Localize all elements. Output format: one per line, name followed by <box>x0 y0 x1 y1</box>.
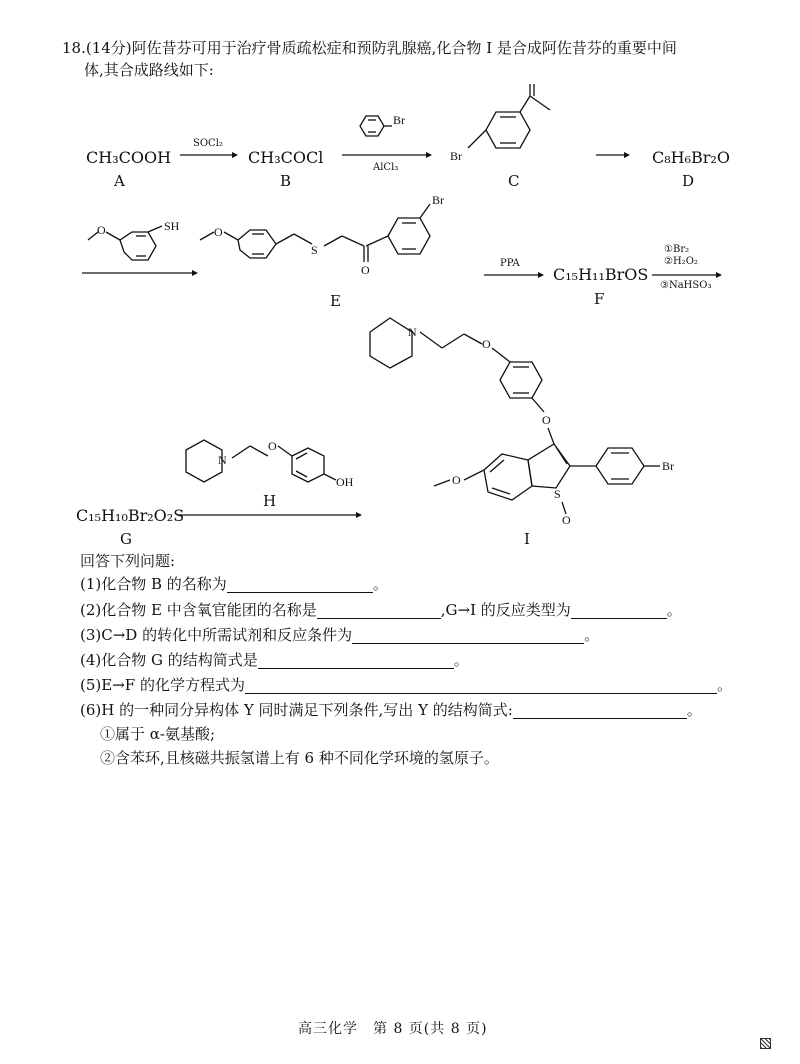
subquestion-4: (4)化合物 G 的结构简式是 。 <box>80 651 469 669</box>
compound-i-structure <box>360 306 720 526</box>
answer-blank-2b[interactable] <box>571 602 667 619</box>
answer-blank-4[interactable] <box>258 652 454 669</box>
page-footer: 高三化学 第 8 页(共 8 页) <box>298 1021 488 1037</box>
atom-s-ring: S <box>554 487 561 501</box>
compound-g-label: G <box>120 530 132 548</box>
question-intro-line2: 体,其合成路线如下: <box>84 61 214 79</box>
arrow-b-c <box>342 150 434 160</box>
reagent-socl2: SOCl₂ <box>193 138 223 149</box>
compound-b-formula: CH₃COCl <box>248 148 324 167</box>
arrow-a-b <box>180 150 240 160</box>
compound-b-label: B <box>280 172 292 190</box>
subquestion-1: (1)化合物 B 的名称为 。 <box>80 575 388 593</box>
compound-e-label: E <box>330 292 341 310</box>
compound-d-label: D <box>682 172 695 190</box>
subquestion-5: (5)E→F 的化学方程式为 。 <box>80 676 732 694</box>
atom-br: Br <box>450 149 462 163</box>
atom-o: O <box>214 225 223 239</box>
reagent-nahso3: ③NaHSO₃ <box>660 280 712 291</box>
question-number: 18.(14分) <box>62 39 132 57</box>
answer-blank-6[interactable] <box>513 702 687 719</box>
reagent-h2o2: ②H₂O₂ <box>664 256 698 267</box>
methoxythiophenol-reagent <box>84 214 194 274</box>
subquestion-3: (3)C→D 的转化中所需试剂和反应条件为 。 <box>80 626 600 644</box>
compound-g-formula: C₁₅H₁₀Br₂O₂S <box>76 506 185 525</box>
compound-c-label: C <box>508 172 520 190</box>
reagent-ppa: PPA <box>500 258 520 269</box>
arrow-e-f <box>484 270 546 280</box>
arrow-f-g <box>652 270 724 280</box>
atom-o-aryl: O <box>542 413 551 427</box>
condition-2: ②含苯环,且核磁共振氢谱上有 6 种不同化学环境的氢原子。 <box>100 749 499 767</box>
atom-o: O <box>97 223 106 237</box>
reagent-alcl3: AlCl₃ <box>373 162 399 173</box>
bromobenzene-reagent <box>350 112 410 152</box>
arrow-d-e <box>82 268 202 278</box>
answer-blank-2a[interactable] <box>317 602 441 619</box>
answer-prompt: 回答下列问题: <box>80 552 176 570</box>
answer-blank-1[interactable] <box>227 576 373 593</box>
compound-c-structure <box>450 84 560 174</box>
compound-h-label: H <box>263 492 277 510</box>
compound-i-label: I <box>524 530 530 548</box>
atom-s: S <box>311 243 318 257</box>
atom-br: Br <box>393 113 405 127</box>
arrow-g-i <box>178 510 364 520</box>
subquestion-2: (2)化合物 E 中含氧官能团的名称是 ,G→I 的反应类型为 。 <box>80 601 682 619</box>
compound-h-structure <box>176 428 366 494</box>
arrow-c-d <box>596 150 632 160</box>
compound-f-label: F <box>594 290 605 308</box>
compound-e-structure <box>190 188 490 288</box>
atom-o-methoxy: O <box>452 473 461 487</box>
scanner-qr-icon <box>760 1038 771 1049</box>
atom-o-ether: O <box>482 337 491 351</box>
subquestion-6: (6)H 的一种同分异构体 Y 同时满足下列条件,写出 Y 的结构简式: 。 <box>80 701 702 719</box>
atom-n: N <box>218 453 227 467</box>
compound-a-label: A <box>114 172 125 190</box>
compound-d-formula: C₈H₆Br₂O <box>652 148 730 167</box>
compound-f-formula: C₁₅H₁₁BrOS <box>553 265 649 284</box>
answer-blank-3[interactable] <box>352 627 584 644</box>
condition-1: ①属于 α-氨基酸; <box>100 725 216 743</box>
atom-o-keto: O <box>361 263 370 277</box>
atom-br: Br <box>662 459 674 473</box>
question-intro-line1: 18.(14分)阿佐昔芬可用于治疗骨质疏松症和预防乳腺癌,化合物 I 是合成阿佐昔芬的重要中间 <box>62 39 677 57</box>
compound-a-formula: CH₃COOH <box>86 148 172 167</box>
atom-sh: SH <box>164 219 180 233</box>
atom-br: Br <box>432 193 444 207</box>
atom-n: N <box>408 325 417 339</box>
reagent-br2: ①Br₂ <box>664 244 690 255</box>
atom-oh: OH <box>336 475 354 489</box>
answer-blank-5[interactable] <box>245 677 717 694</box>
atom-o-ether: O <box>268 439 277 453</box>
atom-o-sulfoxide: O <box>562 513 571 527</box>
